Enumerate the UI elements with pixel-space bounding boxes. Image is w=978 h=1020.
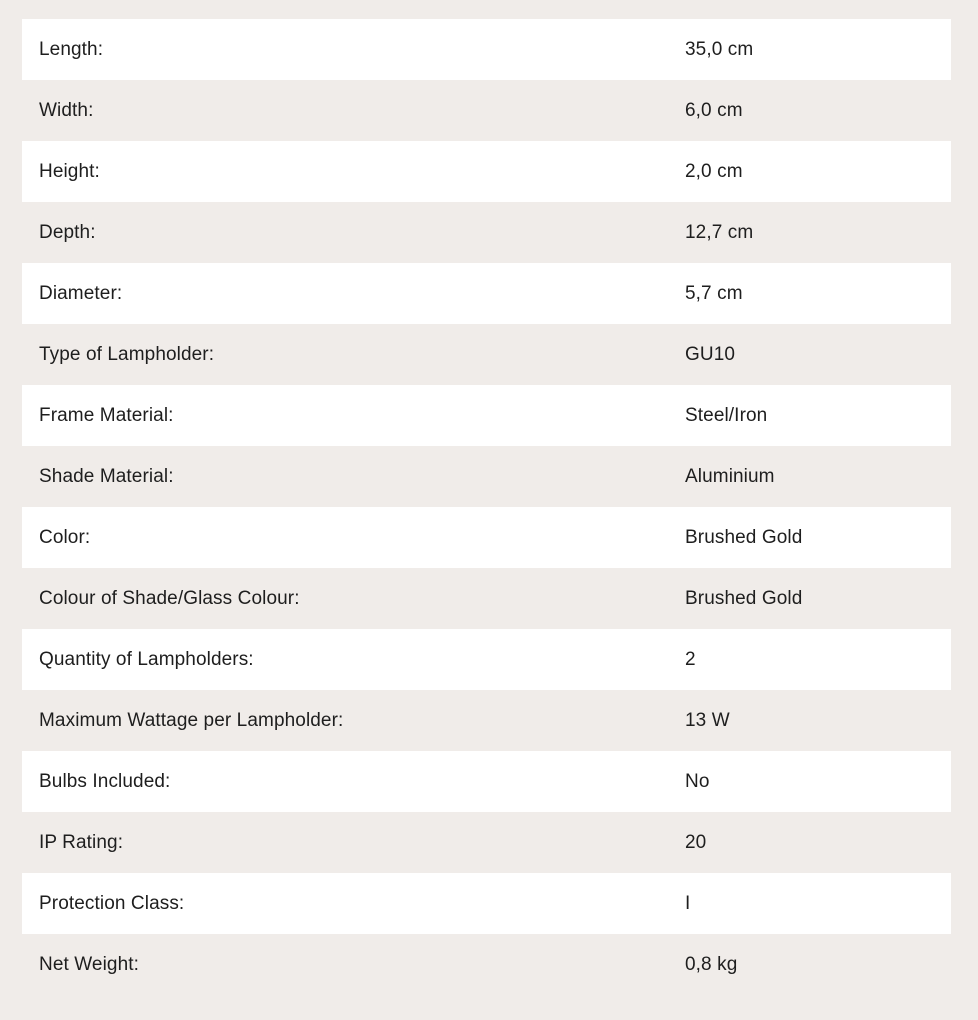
spec-label: Color: [39, 526, 91, 548]
spec-value: Aluminium [685, 465, 775, 487]
spec-label: Type of Lampholder: [39, 343, 215, 365]
spec-value: 35,0 cm [685, 38, 754, 60]
spec-row-frame-material [22, 385, 951, 446]
spec-value: 0,8 kg [685, 953, 738, 975]
spec-row-depth [22, 202, 951, 263]
spec-row-ip-rating [22, 812, 951, 873]
spec-table [22, 19, 951, 995]
spec-row-width [22, 80, 951, 141]
spec-value: 5,7 cm [685, 282, 743, 304]
spec-row-lampholder-quantity [22, 629, 951, 690]
spec-label: IP Rating: [39, 831, 124, 853]
spec-value: GU10 [685, 343, 736, 365]
spec-value: 2,0 cm [685, 160, 743, 182]
spec-row-diameter [22, 263, 951, 324]
spec-label: Length: [39, 38, 104, 60]
spec-label: Diameter: [39, 282, 123, 304]
spec-row-shade-material [22, 446, 951, 507]
spec-row-lampholder-type [22, 324, 951, 385]
spec-value: Brushed Gold [685, 587, 803, 609]
spec-value: No [685, 770, 710, 792]
spec-value: Steel/Iron [685, 404, 768, 426]
spec-label: Maximum Wattage per Lampholder: [39, 709, 344, 731]
spec-value: 13 W [685, 709, 730, 731]
spec-label: Quantity of Lampholders: [39, 648, 254, 670]
spec-row-max-wattage [22, 690, 951, 751]
spec-value: 6,0 cm [685, 99, 743, 121]
spec-value: 2 [685, 648, 696, 670]
spec-value: Brushed Gold [685, 526, 803, 548]
spec-label: Protection Class: [39, 892, 185, 914]
spec-label: Frame Material: [39, 404, 174, 426]
spec-label: Shade Material: [39, 465, 174, 487]
spec-label: Height: [39, 160, 100, 182]
spec-row-bulbs-included [22, 751, 951, 812]
spec-row-protection-class [22, 873, 951, 934]
spec-value: 20 [685, 831, 707, 853]
spec-row-length [22, 19, 951, 80]
spec-row-shade-colour [22, 568, 951, 629]
spec-row-color [22, 507, 951, 568]
spec-label: Colour of Shade/Glass Colour: [39, 587, 300, 609]
spec-row-net-weight [22, 934, 951, 995]
spec-label: Bulbs Included: [39, 770, 171, 792]
spec-label: Width: [39, 99, 94, 121]
spec-label: Depth: [39, 221, 96, 243]
spec-value: I [685, 892, 691, 914]
spec-row-height [22, 141, 951, 202]
spec-value: 12,7 cm [685, 221, 754, 243]
spec-label: Net Weight: [39, 953, 140, 975]
